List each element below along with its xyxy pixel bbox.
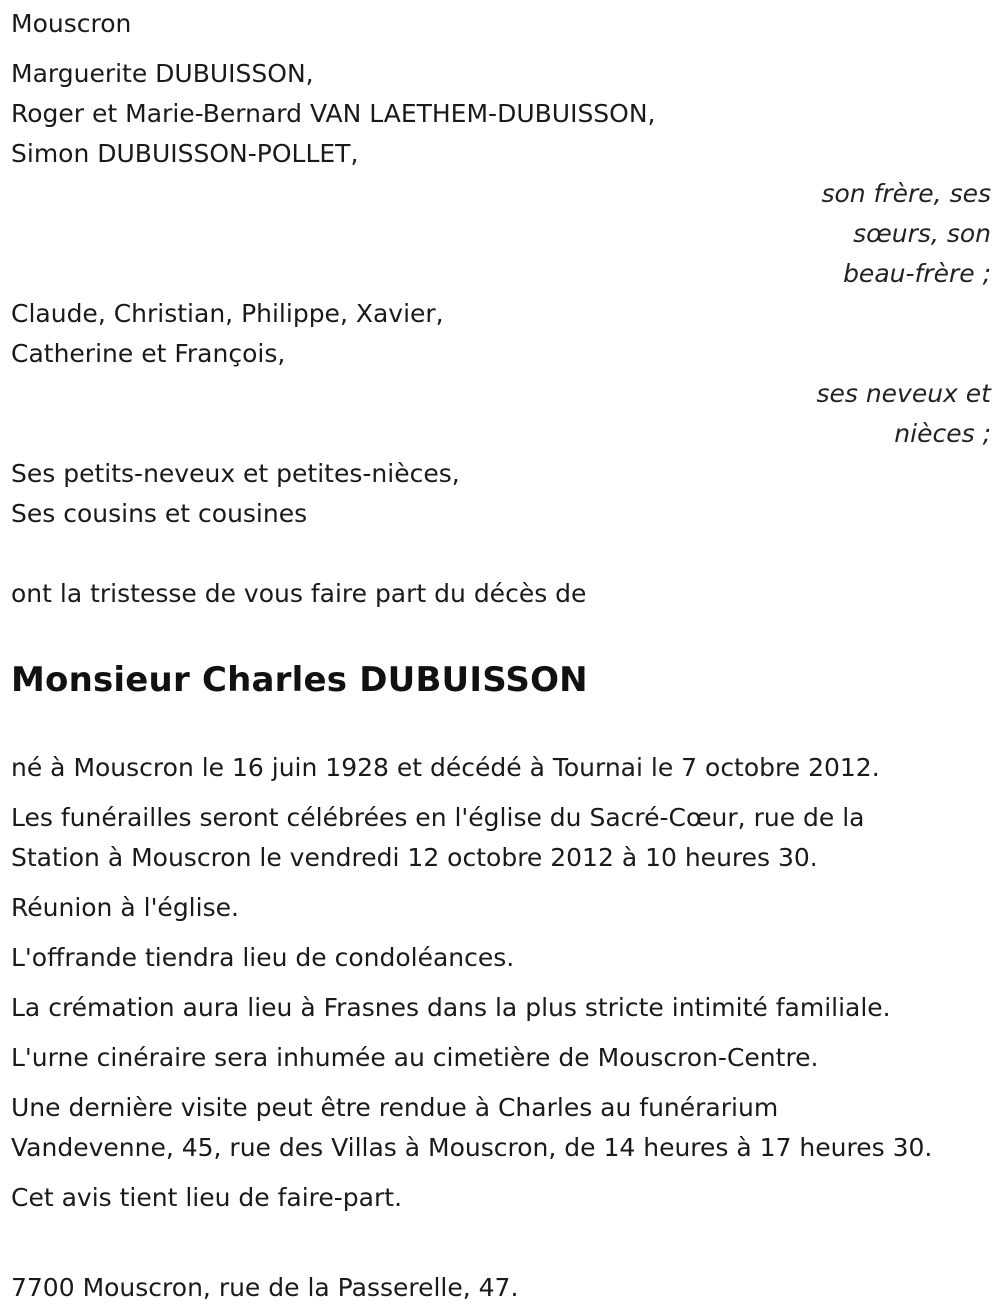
cremation-paragraph [11,988,991,1028]
relation-label: beau-frère ; [843,259,991,288]
notice-text: Cet avis tient lieu de faire-part. [11,1183,403,1212]
meeting-text: Réunion à l'église. [11,893,239,922]
family-group-extended [11,454,991,534]
urn-paragraph [11,1038,991,1078]
city-heading: Mouscron [11,9,132,38]
relation-label: sœurs, son [853,219,991,248]
birth-death-line [11,748,991,788]
offering-text: L'offrande tiendra lieu de condoléances. [11,943,515,972]
obituary-notice [11,4,991,1308]
urn-text: L'urne cinéraire sera inhumée au cimetière de Mouscron-Centre. [11,1043,819,1072]
funeral-line: Les funérailles seront célébrées en l'église du Sacré-Cœur, rue de la [11,803,865,832]
family-group-nephews [11,294,991,454]
meeting-paragraph [11,888,991,928]
relation-label: ses neveux et [816,379,991,408]
address-line: 7700 Mouscron, rue de la Passerelle, 47. [11,1273,519,1302]
family-group-siblings [11,54,991,294]
birth-death-text: né à Mouscron le 16 juin 1928 et décédé à Tournai le 7 octobre 2012. [11,753,880,782]
visit-line: Vandevenne, 45, rue des Villas à Mouscron, de 14 heures à 17 heures 30. [11,1133,933,1162]
family-name-line: Ses petits-neveux et petites-nièces, [11,459,460,488]
family-name-line: Marguerite DUBUISSON, [11,59,314,88]
cremation-text: La crémation aura lieu à Frasnes dans la plus stricte intimité familiale. [11,993,891,1022]
visit-line: Une dernière visite peut être rendue à Charles au funérarium [11,1093,779,1122]
deceased-name: Monsieur Charles DUBUISSON [11,660,588,700]
relation-label: nièces ; [894,419,991,448]
announcement-intro: ont la tristesse de vous faire part du décès de [11,579,587,608]
funeral-paragraph [11,798,991,878]
funeral-line: Station à Mouscron le vendredi 12 octobre 2012 à 10 heures 30. [11,843,818,872]
notice-paragraph [11,1178,991,1218]
relation-label: son frère, ses [821,179,991,208]
visit-paragraph [11,1088,991,1168]
family-name-line: Roger et Marie-Bernard VAN LAETHEM-DUBUISSON, [11,99,656,128]
family-name-line: Catherine et François, [11,339,286,368]
family-name-line: Ses cousins et cousines [11,499,308,528]
family-name-line: Claude, Christian, Philippe, Xavier, [11,299,444,328]
offering-paragraph [11,938,991,978]
family-name-line: Simon DUBUISSON-POLLET, [11,139,359,168]
